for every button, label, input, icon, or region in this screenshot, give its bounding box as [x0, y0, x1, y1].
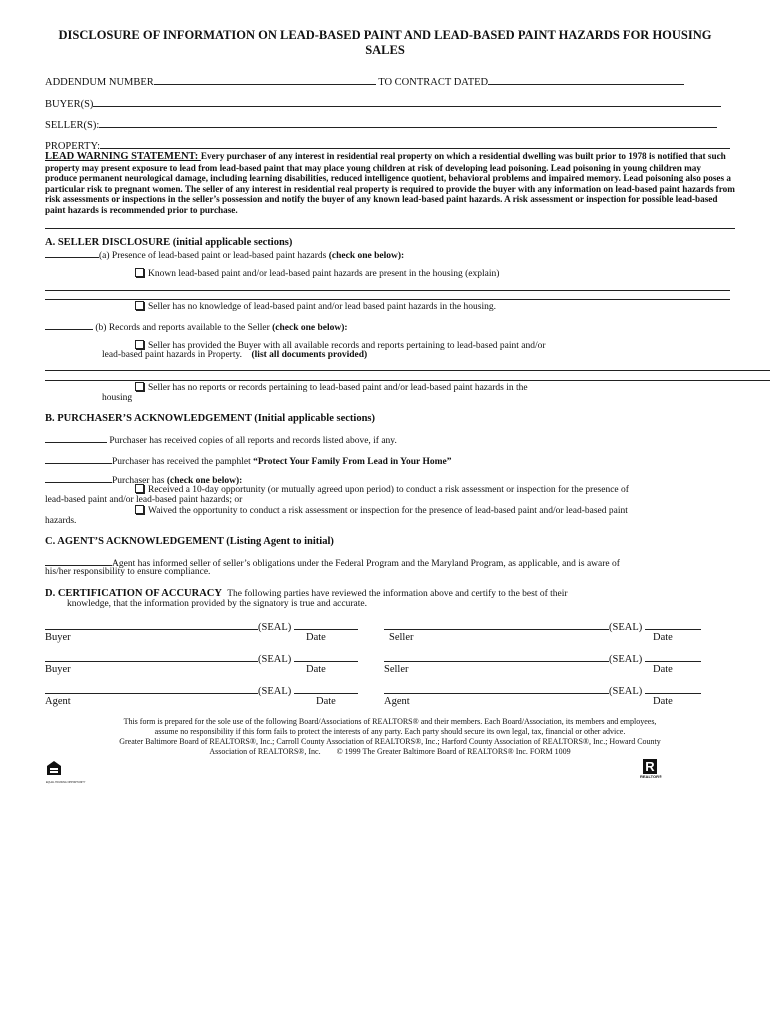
checkbox-icon[interactable] — [135, 505, 144, 514]
initials-field-purchaser-has[interactable] — [45, 473, 112, 483]
agent-informed-label: Agent has informed seller of seller’s obligations under the Federal Program and the Maryland Program, as applicable, and is aware of — [112, 559, 620, 569]
realtor-logo — [640, 759, 660, 783]
agent-informed-cont: his/her responsibility to ensure compliance. — [45, 567, 211, 577]
section-c-heading: C. AGENT’S ACKNOWLEDGEMENT (Listing Agent to initial) — [45, 536, 334, 547]
documents-line-1[interactable] — [45, 370, 770, 371]
option-provided-records-cont — [102, 350, 367, 360]
section-a-a-row — [45, 248, 404, 261]
seal-label: (SEAL) — [258, 654, 292, 665]
property-field[interactable] — [100, 139, 730, 149]
option-provided-records-label-2: lead-based paint hazards in Property. — [102, 350, 242, 360]
signer-label: Buyer — [45, 664, 71, 675]
purchaser-copies-row — [45, 433, 397, 446]
contract-dated-label: TO CONTRACT DATED — [378, 77, 489, 88]
realtor-caption: REALTOR® — [640, 774, 662, 779]
lead-warning-statement — [45, 151, 735, 216]
seal-label: (SEAL) — [609, 654, 643, 665]
section-a-heading: A. SELLER DISCLOSURE (initial applicable sections) — [45, 237, 293, 248]
signature-left-3 — [45, 684, 358, 697]
date-field[interactable] — [645, 620, 701, 630]
date-label: Date — [653, 664, 673, 675]
seal-label: (SEAL) — [609, 622, 643, 633]
option-received-opportunity-cont: lead-based paint and/or lead-based paint hazards; or — [45, 495, 243, 505]
date-label: Date — [316, 696, 336, 707]
addendum-number-field[interactable] — [154, 75, 376, 85]
form-title: DISCLOSURE OF INFORMATION ON LEAD-BASED PAINT AND LEAD-BASED PAINT HAZARDS FOR HOUSING SALES — [58, 28, 712, 57]
purchaser-has-bold: (check one below): — [166, 476, 243, 486]
option-received-opportunity[interactable] — [135, 484, 629, 495]
section-b-heading: B. PURCHASER’S ACKNOWLEDGEMENT (Initial applicable sections) — [45, 413, 376, 424]
explain-line-2[interactable] — [45, 299, 730, 300]
option-waived-opportunity-label: Waived the opportunity to conduct a risk assessment or inspection for the presence of lead-based paint and/or lead-based paint — [148, 506, 628, 516]
buyers-field[interactable] — [93, 97, 721, 107]
section-a-b-row — [45, 320, 348, 333]
section-a-a-bold: (check one below): — [328, 251, 405, 261]
signature-line[interactable] — [384, 684, 609, 694]
property-label: PROPERTY: — [45, 141, 101, 152]
sellers-field[interactable] — [99, 118, 717, 128]
option-no-knowledge[interactable] — [135, 301, 496, 312]
pamphlet-title: “Protect Your Family From Lead in Your Home” — [253, 457, 452, 467]
seal-label: (SEAL) — [258, 622, 292, 633]
section-d-row — [45, 588, 568, 599]
checkbox-icon[interactable] — [135, 382, 144, 391]
option-waived-opportunity[interactable] — [135, 505, 628, 516]
signature-line[interactable] — [45, 652, 258, 662]
checkbox-icon[interactable] — [135, 301, 144, 310]
section-a-a-label: (a) Presence of lead-based paint or lead-based paint hazards — [99, 251, 329, 261]
documents-line-2[interactable] — [45, 380, 770, 381]
warning-heading: LEAD WARNING STATEMENT: — [45, 151, 201, 162]
option-provided-records-label: Seller has provided the Buyer with all available records and reports pertaining to lead-based paint and/or — [148, 341, 546, 351]
footer-line-4: Association of REALTORS®, Inc. © 1999 The Greater Baltimore Board of REALTORS® Inc. FORM 1009 — [209, 747, 571, 756]
section-divider — [45, 228, 735, 229]
equal-housing-icon — [46, 760, 62, 776]
warning-text: Every purchaser of any interest in residential real property on which a residential dwelling was built prior to 1978 is notified that such property may present exposure to lead from lead-based paint that may place young children at risk of developing lead poisoning. Lead poisoning in young children may produce permanent neurological damage, including learning disabilities, reduced intelligence quotient, behavioral problems and impaired memory. Lead poisoning also poses a particular risk to pregnant women. The seller of any interest in residential real property is required to provide the buyer with any information on lead-based paint hazards from risk assessments or inspections in the seller’s possession and notify the buyer of any known lead-based paint hazards. A risk assessment or inspection for possible lead-based paint hazards is recommended prior to purchase. — [45, 151, 735, 215]
signature-line[interactable] — [45, 620, 258, 630]
date-field[interactable] — [294, 684, 358, 694]
initials-field-pamphlet[interactable] — [45, 454, 112, 464]
purchaser-pamphlet-row — [45, 454, 451, 467]
explain-line-1[interactable] — [45, 290, 730, 291]
equal-housing-logo — [46, 760, 86, 784]
purchaser-pamphlet-label: Purchaser has received the pamphlet — [112, 457, 254, 467]
equal-housing-caption: EQUAL HOUSING OPPORTUNITY — [46, 781, 86, 784]
sellers-row — [45, 118, 717, 131]
initials-field-a[interactable] — [45, 248, 99, 258]
initials-field-agent[interactable] — [45, 556, 112, 566]
addendum-row — [45, 75, 684, 88]
signature-line[interactable] — [45, 684, 258, 694]
contract-date-field[interactable] — [488, 75, 684, 85]
section-d-heading: D. CERTIFICATION OF ACCURACY — [45, 588, 222, 599]
option-no-reports-cont: housing — [102, 393, 133, 403]
option-known-paint-label: Known lead-based paint and/or lead-based paint hazards are present in the housing (explain) — [148, 269, 500, 279]
buyers-label: BUYER(S) — [45, 99, 94, 110]
footer-line-3: Greater Baltimore Board of REALTORS®, Inc.; Carroll County Association of REALTORS®, Inc.; Harford County Association of REALTORS®, Inc.; Howard County — [119, 737, 661, 746]
seal-label: (SEAL) — [609, 686, 643, 697]
checkbox-icon[interactable] — [135, 484, 144, 493]
date-label: Date — [306, 664, 326, 675]
sellers-label: SELLER(S): — [45, 120, 100, 131]
signer-label: Agent — [384, 696, 410, 707]
footer-line-1: This form is prepared for the sole use of the following Board/Associations of REALTORS® and their members. Each Board/Association, its members and employees, — [123, 717, 657, 726]
section-a-b-label: (b) Records and reports available to the Seller — [95, 323, 273, 333]
signer-label: Agent — [45, 696, 71, 707]
date-label: Date — [653, 632, 673, 643]
option-no-reports[interactable] — [135, 382, 528, 393]
signer-label: Seller — [389, 632, 414, 643]
option-received-opportunity-label: Received a 10-day opportunity (or mutually agreed upon period) to conduct a risk assessment or inspection for the presence of — [148, 485, 629, 495]
signer-label: Seller — [384, 664, 409, 675]
seal-label: (SEAL) — [258, 686, 292, 697]
purchaser-has-label: Purchaser has — [112, 476, 167, 486]
date-field[interactable] — [645, 684, 701, 694]
realtor-r-icon: R — [643, 759, 657, 774]
option-no-knowledge-label: Seller has no knowledge of lead-based paint and/or lead based paint hazards in the housing. — [148, 302, 496, 312]
initials-field-b[interactable] — [45, 320, 93, 330]
initials-field-copies[interactable] — [45, 433, 107, 443]
section-d-text-cont: knowledge, that the information provided by the signatory is true and accurate. — [67, 599, 367, 609]
purchaser-copies-label: Purchaser has received copies of all reports and records listed above, if any. — [109, 436, 397, 446]
signature-line[interactable] — [384, 652, 609, 662]
checkbox-icon[interactable] — [135, 268, 144, 277]
date-label: Date — [653, 696, 673, 707]
date-field[interactable] — [294, 652, 358, 662]
section-d-text: The following parties have reviewed the information above and certify to the best of their — [227, 589, 568, 599]
option-known-paint[interactable] — [135, 268, 499, 279]
form-footer — [40, 717, 740, 757]
section-a-b-bold: (check one below): — [272, 323, 348, 333]
buyers-row — [45, 97, 721, 110]
signer-label: Buyer — [45, 632, 71, 643]
addendum-label: ADDENDUM NUMBER — [45, 77, 154, 88]
footer-line-2: assume no responsibility if this form fails to protect the interests of any party. Each party should secure its own legal, tax, financial or other advice. — [154, 727, 626, 736]
option-no-reports-label: Seller has no reports or records pertaining to lead-based paint and/or lead-based paint hazards in the — [148, 383, 528, 393]
date-field[interactable] — [645, 652, 701, 662]
date-label: Date — [306, 632, 326, 643]
checkbox-icon[interactable] — [135, 340, 144, 349]
list-documents-instruction: (list all documents provided) — [251, 350, 368, 360]
option-waived-opportunity-cont: hazards. — [45, 516, 77, 526]
date-field[interactable] — [294, 620, 358, 630]
signature-line[interactable] — [384, 620, 609, 630]
